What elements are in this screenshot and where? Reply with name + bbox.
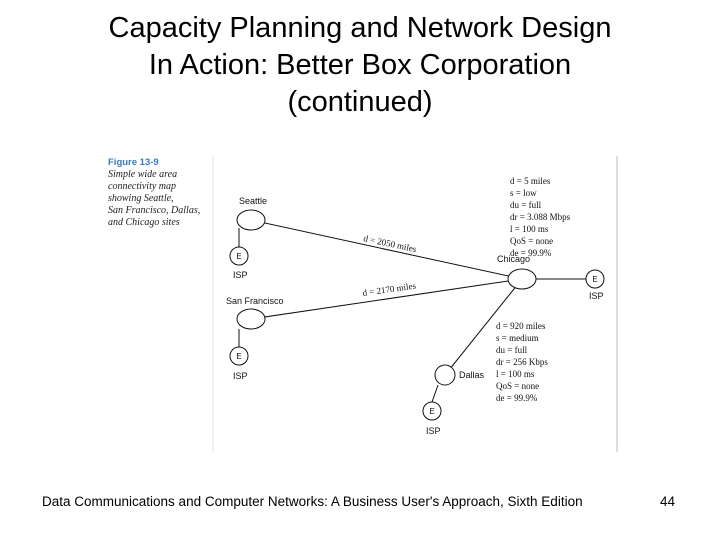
edge-router-letter: E bbox=[236, 252, 242, 261]
edge-router-letter: E bbox=[236, 352, 242, 361]
edge-router-letter: E bbox=[592, 275, 598, 284]
spec-line: dr = 256 Kbps bbox=[496, 357, 548, 367]
isp-label: ISP bbox=[233, 270, 248, 280]
slide-footer: Data Communications and Computer Networks: A Business User's Approach, Sixth Edition bbox=[42, 494, 583, 509]
san-francisco-router bbox=[237, 309, 265, 329]
title-line: Capacity Planning and Network Design bbox=[108, 12, 612, 44]
spec-line: QoS = none bbox=[510, 236, 554, 246]
spec-line: s = low bbox=[510, 188, 537, 198]
figure-label: Figure 13-9 bbox=[108, 157, 159, 168]
dallas-specs bbox=[496, 321, 548, 403]
chicago-router bbox=[508, 269, 536, 289]
link-dallas-edge bbox=[432, 385, 438, 402]
caption-line: San Francisco, Dallas, bbox=[108, 205, 201, 216]
san-francisco-label: San Francisco bbox=[226, 296, 284, 306]
title-line: In Action: Better Box Corporation bbox=[148, 49, 572, 81]
dallas-label: Dallas bbox=[459, 370, 485, 380]
spec-line: QoS = none bbox=[496, 381, 540, 391]
caption-line: connectivity map bbox=[108, 181, 177, 192]
chicago-label: Chicago bbox=[497, 254, 531, 264]
spec-line: de = 99.9% bbox=[496, 393, 538, 403]
spec-line: du = full bbox=[510, 200, 542, 210]
spec-line: du = full bbox=[496, 345, 528, 355]
connectivity-map-figure bbox=[105, 150, 620, 452]
spec-line: de = 99.9% bbox=[510, 248, 552, 258]
spec-line: dr = 3.088 Mbps bbox=[510, 212, 571, 222]
caption-line: showing Seattle, bbox=[108, 193, 174, 204]
spec-line: s = medium bbox=[496, 333, 539, 343]
seattle-label: Seattle bbox=[239, 196, 268, 206]
link-seattle-chicago bbox=[251, 220, 522, 279]
isp-label: ISP bbox=[589, 291, 604, 301]
spec-line: d = 5 miles bbox=[510, 176, 551, 186]
caption-line: and Chicago sites bbox=[108, 217, 180, 228]
figure-caption bbox=[108, 157, 213, 229]
caption-line: Simple wide area bbox=[108, 169, 178, 180]
spec-line: d = 920 miles bbox=[496, 321, 546, 331]
isp-label: ISP bbox=[426, 426, 441, 436]
edge-router-letter: E bbox=[429, 407, 435, 416]
spec-line: l = 100 ms bbox=[496, 369, 535, 379]
seattle-router bbox=[237, 210, 265, 230]
dallas-router bbox=[435, 365, 455, 385]
page-number: 44 bbox=[660, 494, 676, 509]
seattle-chicago-distance: d = 2050 miles bbox=[362, 233, 418, 255]
isp-label: ISP bbox=[233, 371, 248, 381]
sf-chicago-distance: d = 2170 miles bbox=[361, 280, 417, 298]
slide-title bbox=[40, 10, 680, 121]
spec-line: l = 100 ms bbox=[510, 224, 549, 234]
title-line: (continued) bbox=[287, 86, 433, 118]
chicago-specs bbox=[510, 176, 571, 258]
